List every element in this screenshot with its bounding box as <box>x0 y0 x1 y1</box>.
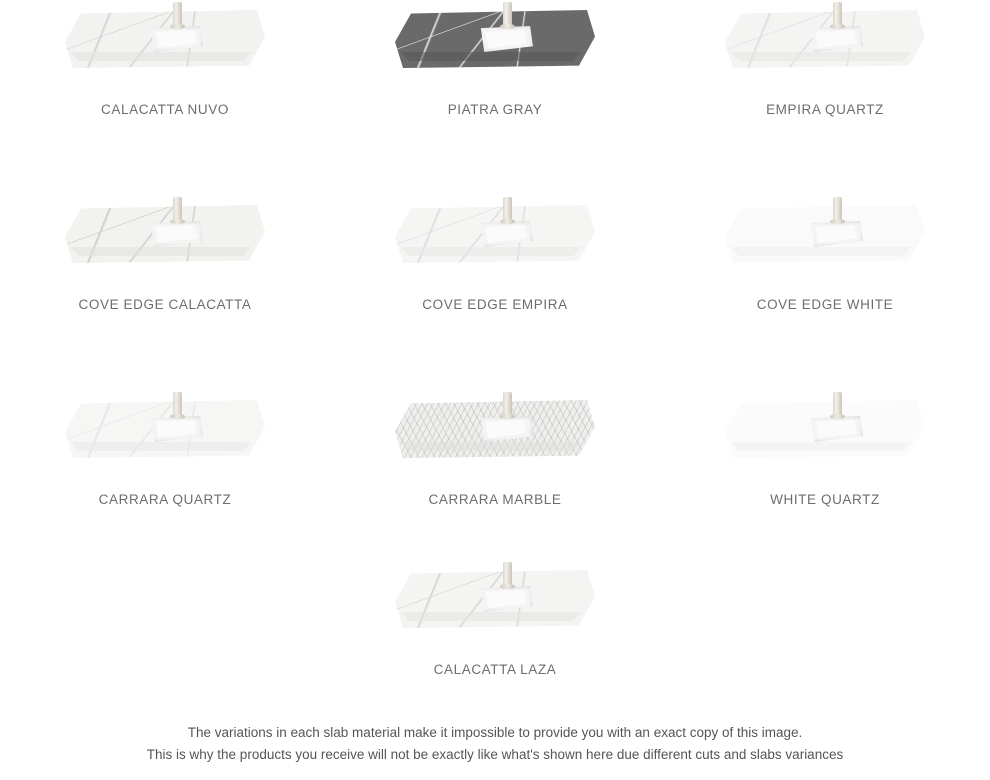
material-option[interactable] <box>0 195 330 312</box>
material-label: CARRARA MARBLE <box>428 492 562 507</box>
material-option[interactable] <box>330 560 660 677</box>
vanity-top-image[interactable] <box>65 390 265 480</box>
material-label: COVE EDGE WHITE <box>756 297 894 312</box>
material-label: CALACATTA LAZA <box>433 662 557 677</box>
material-label: WHITE QUARTZ <box>770 492 880 507</box>
vanity-top-image[interactable] <box>725 390 925 480</box>
material-option[interactable] <box>660 390 990 507</box>
material-option[interactable] <box>660 0 990 117</box>
countertop-edge <box>67 52 263 61</box>
disclaimer-footer <box>0 722 990 766</box>
faucet-icon <box>833 2 842 26</box>
vanity-top-image[interactable] <box>725 0 925 90</box>
countertop-edge <box>397 612 593 621</box>
material-label: PIATRA GRAY <box>447 102 543 117</box>
faucet-icon <box>833 197 842 221</box>
countertop-edge <box>67 442 263 451</box>
faucet-base-icon <box>500 414 515 419</box>
vanity-top-image[interactable] <box>65 0 265 90</box>
countertop-edge <box>727 247 923 256</box>
faucet-icon <box>173 2 182 26</box>
material-label: CALACATTA NUVO <box>101 102 229 117</box>
countertop-edge <box>67 247 263 256</box>
material-option[interactable] <box>330 390 660 507</box>
material-option[interactable] <box>660 195 990 312</box>
faucet-base-icon <box>830 24 845 29</box>
faucet-icon <box>173 392 182 416</box>
countertop-edge <box>727 52 923 61</box>
material-option[interactable] <box>330 195 660 312</box>
material-label: COVE EDGE CALACATTA <box>78 297 252 312</box>
material-label: COVE EDGE EMPIRA <box>422 297 568 312</box>
material-label: EMPIRA QUARTZ <box>766 102 884 117</box>
faucet-base-icon <box>830 219 845 224</box>
faucet-icon <box>503 197 512 221</box>
material-option[interactable] <box>0 390 330 507</box>
faucet-icon <box>503 562 512 586</box>
vanity-top-image[interactable] <box>395 0 595 90</box>
vanity-top-image[interactable] <box>65 195 265 285</box>
countertop-edge <box>397 247 593 256</box>
faucet-icon <box>503 392 512 416</box>
countertop-edge <box>727 442 923 451</box>
faucet-base-icon <box>500 24 515 29</box>
disclaimer-line-1: The variations in each slab material make it impossible to provide you with an exact copy of this image. <box>187 725 803 740</box>
faucet-icon <box>503 2 512 26</box>
faucet-icon <box>833 392 842 416</box>
vanity-top-image[interactable] <box>395 560 595 650</box>
faucet-icon <box>173 197 182 221</box>
vanity-top-image[interactable] <box>395 195 595 285</box>
faucet-base-icon <box>170 414 185 419</box>
faucet-base-icon <box>170 219 185 224</box>
vanity-top-image[interactable] <box>725 195 925 285</box>
countertop-edge <box>397 52 593 61</box>
countertop-edge <box>397 442 593 451</box>
faucet-base-icon <box>830 414 845 419</box>
material-option[interactable] <box>0 0 330 117</box>
vanity-top-image[interactable] <box>395 390 595 480</box>
disclaimer-line-2: This is why the products you receive will not be exactly like what's shown here due different cuts and slabs variances <box>146 747 844 762</box>
faucet-base-icon <box>170 24 185 29</box>
material-option[interactable] <box>330 0 660 117</box>
material-label: CARRARA QUARTZ <box>98 492 232 507</box>
faucet-base-icon <box>500 584 515 589</box>
faucet-base-icon <box>500 219 515 224</box>
